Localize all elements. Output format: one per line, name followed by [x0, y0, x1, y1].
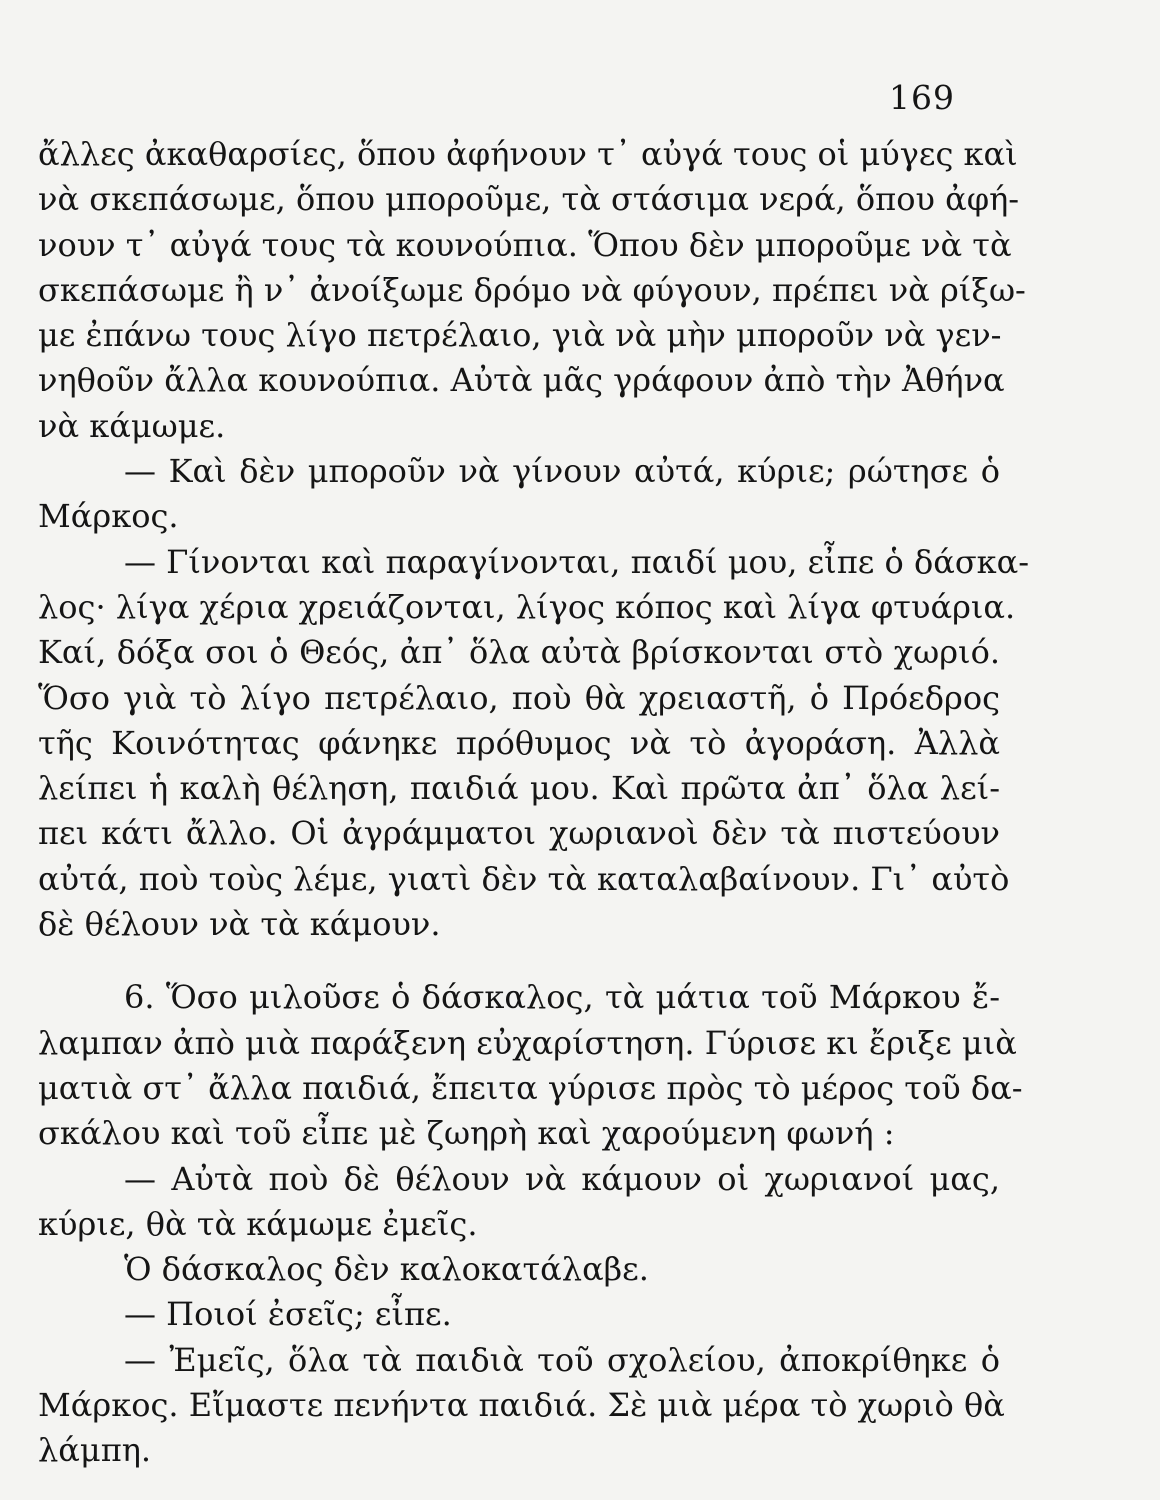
text-line: ἄλλες ἀκαθαρσίες, ὅπου ἀφήνουν τ᾽ αὐγά τους οἱ μύγες καὶ [38, 135, 1018, 173]
text-line: κύριε, θὰ τὰ κάμωμε ἐμεῖς. [38, 1204, 478, 1243]
text-line: — Γίνονται καὶ παραγίνονται, παιδί μου, εἶπε ὁ δάσκα- [124, 542, 1030, 581]
text-line: — Ποιοί ἐσεῖς; εἶπε. [124, 1295, 452, 1334]
text-line: δὲ θέλουν νὰ τὰ κάμουν. [38, 905, 441, 944]
text-line: — Καὶ δὲν μποροῦν νὰ γίνουν αὐτά, κύριε; ρώτησε ὁ [124, 452, 1000, 491]
text-line: σκάλου καὶ τοῦ εἶπε μὲ ζωηρὴ καὶ χαρούμενη φωνή : [38, 1114, 895, 1153]
text-line: λος· λίγα χέρια χρειάζονται, λίγος κόπος καὶ λίγα φτυάρια. [38, 587, 1016, 626]
page-number: 169 [889, 78, 955, 117]
text-line: Ὁ δάσκαλος δὲν καλοκατάλαβε. [124, 1250, 649, 1289]
text-line: — Ἐμεῖς, ὅλα τὰ παιδιὰ τοῦ σχολείου, ἀποκρίθηκε ὁ [124, 1340, 1000, 1379]
text-line: με ἐπάνω τους λίγο πετρέλαιο, γιὰ νὰ μὴν μποροῦν νὰ γεν- [38, 316, 1002, 355]
text-line: 6. Ὅσο μιλοῦσε ὁ δάσκαλος, τὰ μάτια τοῦ Μάρκου ἔ- [124, 978, 1000, 1017]
text-line: ματιὰ στ᾽ ἄλλα παιδιά, ἔπειτα γύρισε πρὸς τὸ μέρος τοῦ δα- [38, 1068, 1023, 1107]
text-line: λαμπαν ἀπὸ μιὰ παράξενη εὐχαρίστηση. Γύρισε κι ἔριξε μιὰ [38, 1023, 1017, 1062]
text-line: νουν τ᾽ αὐγά τους τὰ κουνούπια. Ὅπου δὲν μποροῦμε νὰ τὰ [38, 225, 1012, 264]
text-line: — Αὐτὰ ποὺ δὲ θέλουν νὰ κάμουν οἱ χωριανοί μας, [124, 1159, 1000, 1198]
text-line: λείπει ἡ καλὴ θέληση, παιδιά μου. Καὶ πρῶτα ἀπ᾽ ὅλα λεί- [38, 769, 1000, 808]
text-line: τῆς Κοινότητας φάνηκε πρόθυμος νὰ τὸ ἀγοράση. Ἀλλὰ [38, 723, 1000, 762]
text-line: Ὅσο γιὰ τὸ λίγο πετρέλαιο, ποὺ θὰ χρειαστῆ, ὁ Πρόεδρος [38, 678, 1000, 717]
text-line: αὐτά, ποὺ τοὺς λέμε, γιατὶ δὲν τὰ καταλαβαίνουν. Γι᾽ αὐτὸ [38, 859, 1010, 898]
text-line: Μάρκος. Εἴμαστε πενήντα παιδιά. Σὲ μιὰ μέρα τὸ χωριὸ θὰ [38, 1386, 1005, 1425]
text-line: σκεπάσωμε ἢ ν᾽ ἀνοίξωμε δρόμο νὰ φύγουν, πρέπει νὰ ρίξω- [38, 270, 1026, 309]
text-line: νὰ κάμωμε. [38, 406, 226, 445]
text-line: νηθοῦν ἄλλα κουνούπια. Αὐτὰ μᾶς γράφουν ἀπὸ τὴν Ἀθήνα [38, 361, 1005, 400]
text-line: Καί, δόξα σοι ὁ Θεός, ἀπ᾽ ὅλα αὐτὰ βρίσκονται στὸ χωριό. [38, 633, 1000, 672]
paragraph-gap [38, 947, 1000, 975]
body-text [38, 132, 1030, 1474]
text-line: Μάρκος. [38, 497, 179, 536]
text-line: λάμπη. [38, 1431, 152, 1470]
text-line: νὰ σκεπάσωμε, ὅπου μποροῦμε, τὰ στάσιμα νερά, ὅπου ἀφή- [38, 180, 1020, 219]
text-line: πει κάτι ἄλλο. Οἱ ἀγράμματοι χωριανοὶ δὲν τὰ πιστεύουν [38, 814, 1000, 853]
